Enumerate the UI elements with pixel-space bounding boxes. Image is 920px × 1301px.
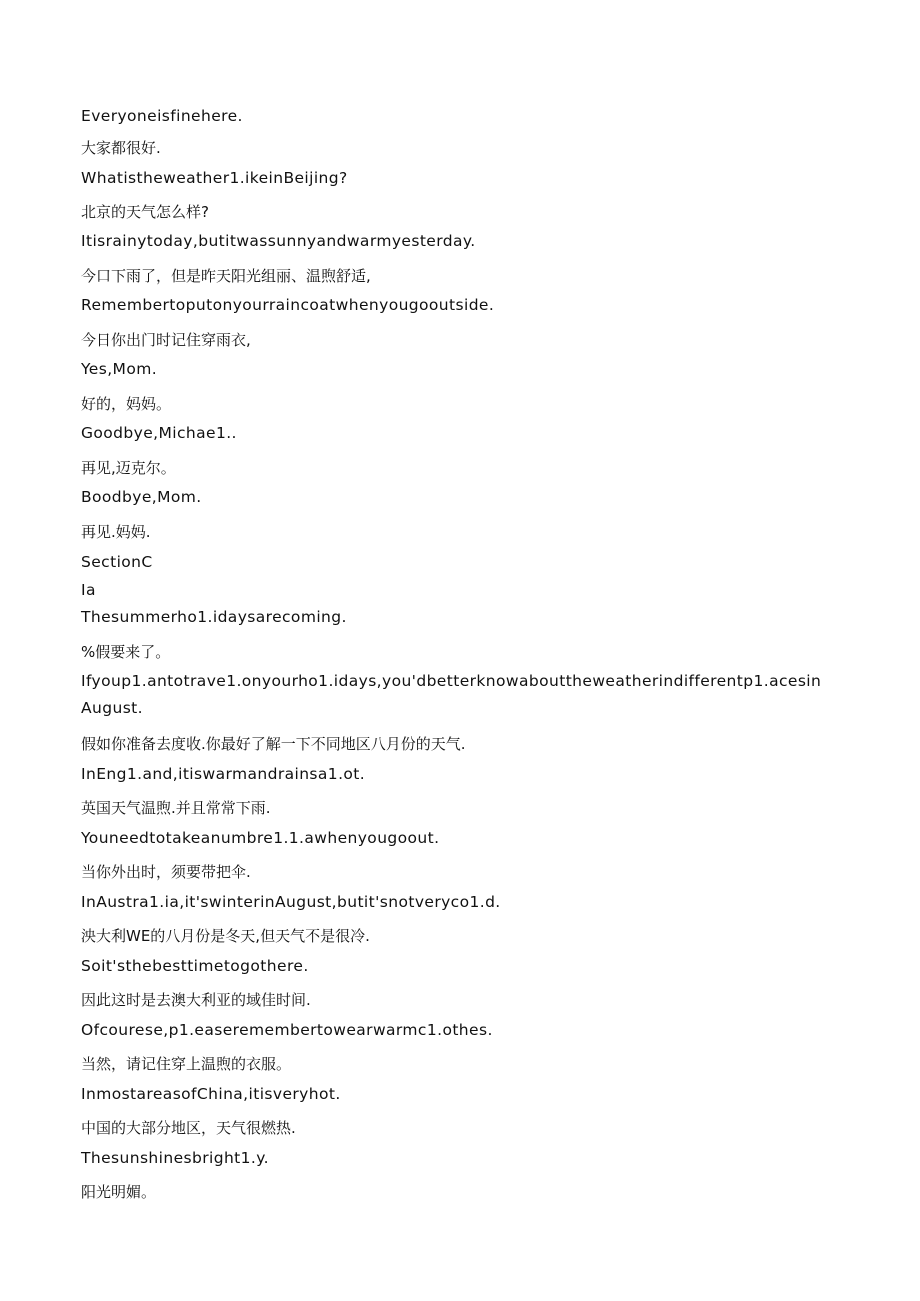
text-line-chinese: 泱大利WE的八月份是冬天,但天气不是很冷.	[81, 927, 370, 945]
text-line-english: Goodbye,Michae1..	[81, 424, 237, 442]
text-line-english: Everyoneisfinehere.	[81, 107, 243, 125]
text-line-english: Itisrainytoday,butitwassunnyandwarmyesterday.	[81, 232, 476, 250]
text-line-english: Ofcourese,p1.easeremembertowearwarmc1.othes.	[81, 1021, 493, 1039]
text-line-chinese: 当你外出时，须要带把伞.	[81, 863, 251, 881]
text-line-chinese: %假要来了。	[81, 643, 171, 661]
text-line-english: InmostareasofChina,itisveryhot.	[81, 1085, 341, 1103]
text-line-chinese: 今口下雨了，但是昨天阳光组丽、温煦舒适,	[81, 267, 371, 285]
section-heading: SectionC	[81, 553, 153, 571]
text-line-chinese: 好的，妈妈。	[81, 395, 172, 413]
text-line-english: Thesunshinesbright1.y.	[81, 1149, 269, 1167]
text-line-english: Remembertoputonyourraincoatwhenyougooutside.	[81, 296, 495, 314]
text-line-english: InEng1.and,itiswarmandrainsa1.ot.	[81, 765, 366, 783]
text-line-chinese: 英国天气温煦.并且常常下雨.	[81, 799, 271, 817]
text-line-chinese: 今日你出门时记住穿雨衣,	[81, 331, 251, 349]
text-line-english: Boodbye,Mom.	[81, 488, 202, 506]
text-line-chinese: 假如你准备去度收.你最好了解一下不同地区八月份的天气.	[81, 735, 466, 753]
text-line-chinese: 大家都很好.	[81, 139, 161, 157]
text-line-english: Yes,Mom.	[81, 360, 158, 378]
text-line-english: Whatistheweather1.ikeinBeijing?	[81, 169, 348, 187]
text-line-english: Soit'sthebesttimetogothere.	[81, 957, 309, 975]
text-line-english: Ifyoup1.antotrave1.onyourho1.idays,you'dbetterknowabouttheweatherindifferentp1.acesinAugust.	[81, 672, 822, 717]
subsection-label: Ia	[81, 581, 96, 599]
text-line-english: Youneedtotakeanumbre1.1.awhenyougoout.	[81, 829, 440, 847]
text-line-chinese: 当然，请记住穿上温煦的衣服。	[81, 1055, 292, 1073]
text-line-chinese: 北京的天气怎么样?	[81, 203, 209, 221]
text-line-chinese: 因此这时是去澳大利亚的域佳时间.	[81, 991, 311, 1009]
text-line-chinese: 中国的大部分地区，天气很燃热.	[81, 1119, 296, 1137]
text-line-chinese: 再见.妈妈.	[81, 523, 151, 541]
text-line-english: Thesummerho1.idaysarecoming.	[81, 608, 347, 626]
text-line-chinese: 再见,迈克尔。	[81, 459, 176, 477]
text-line-chinese: 阳光明媚。	[81, 1183, 157, 1201]
text-line-english: InAustra1.ia,it'swinterinAugust,butit'snotveryco1.d.	[81, 893, 501, 911]
